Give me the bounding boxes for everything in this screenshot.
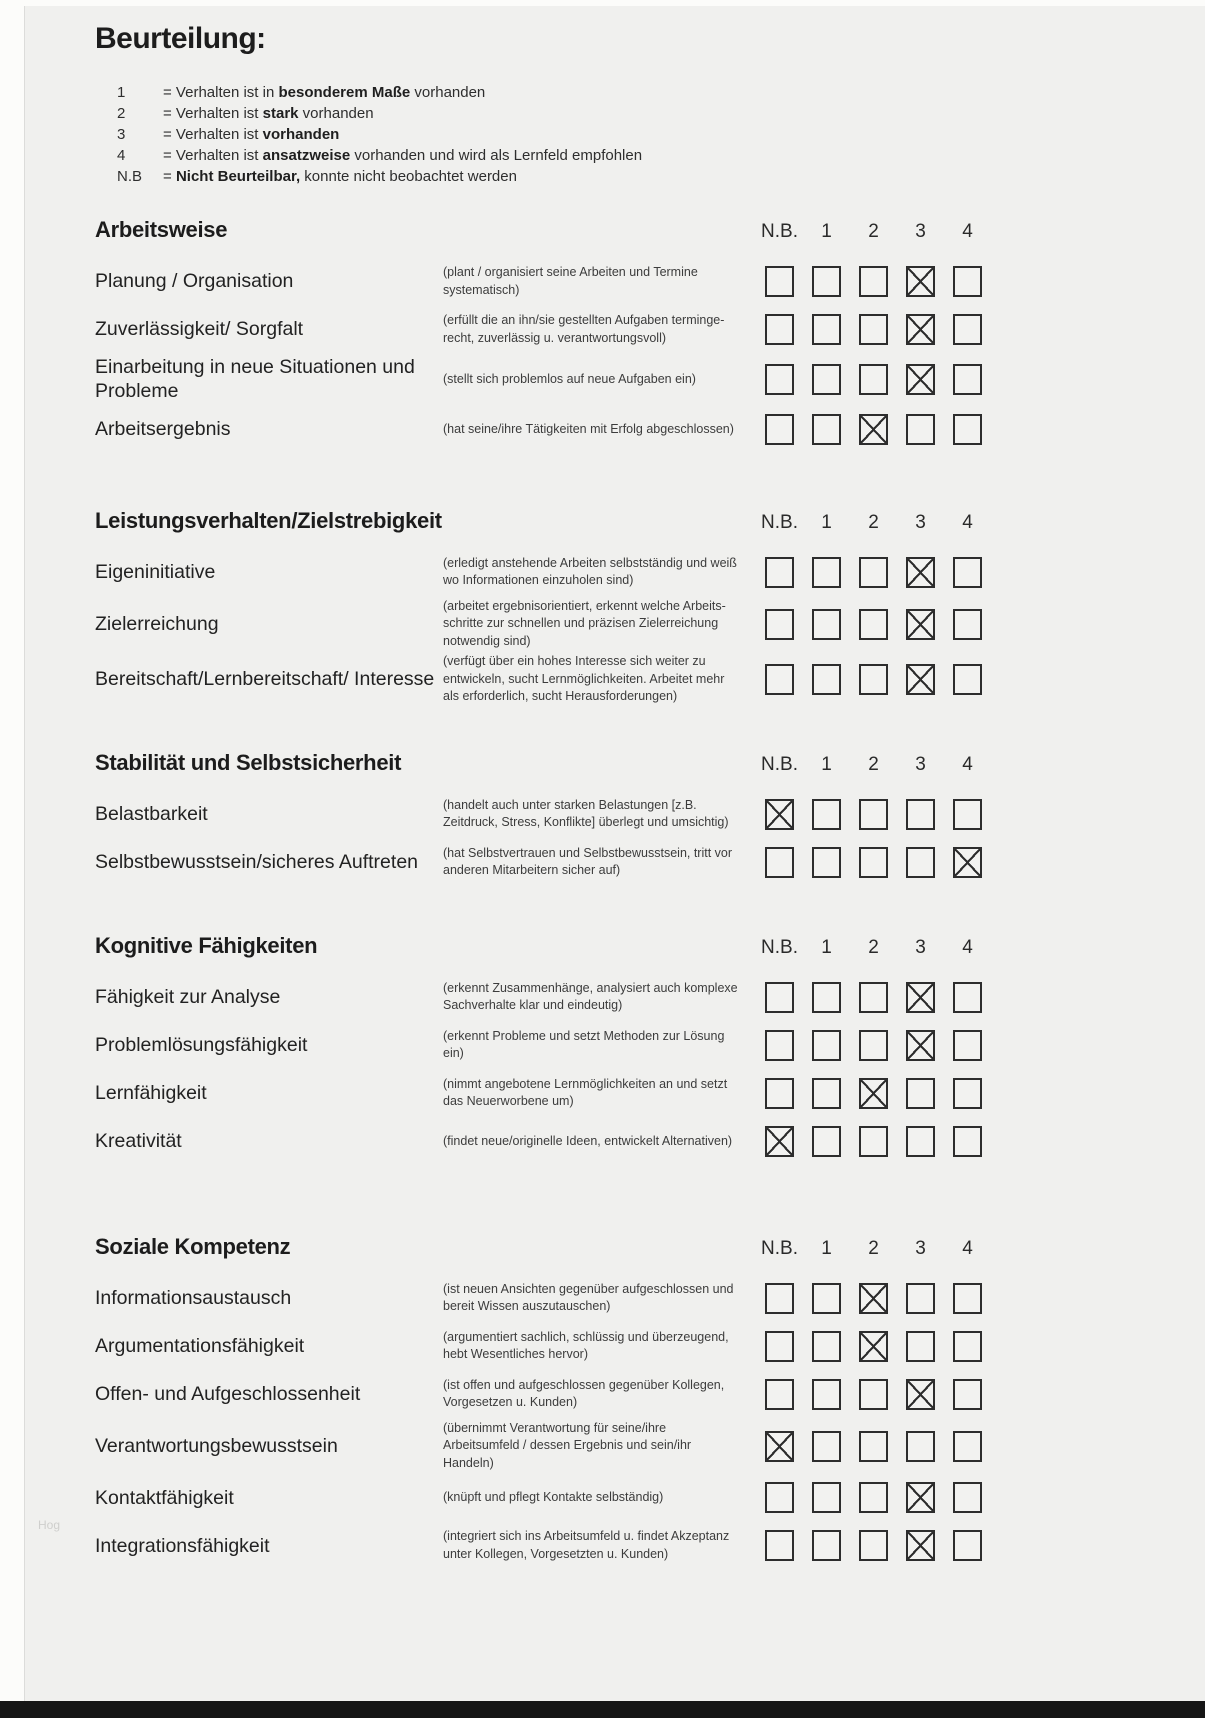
- criterion-row: [95, 792, 991, 837]
- rating-checkbox-group: [756, 982, 991, 1013]
- criterion-label: Bereitschaft/Lernbereitschaft/ Interesse: [95, 668, 435, 691]
- rating-checkbox[interactable]: [812, 1078, 841, 1109]
- rating-checkbox-checked[interactable]: [859, 414, 888, 445]
- rating-checkbox[interactable]: [859, 799, 888, 830]
- criterion-description: (ist offen und aufgeschlossen gegenüber Kollegen, Vorgesetzen u. Kunden): [443, 1377, 725, 1410]
- criterion-label: Verantwortungsbewusstsein: [95, 1434, 338, 1457]
- rating-checkbox[interactable]: [812, 1331, 841, 1362]
- rating-checkbox[interactable]: [859, 609, 888, 640]
- criterion-label: Zuverlässigkeit/ Sorgfalt: [95, 318, 304, 341]
- criterion-label: Kreativität: [95, 1130, 182, 1153]
- rating-checkbox-group: [756, 1431, 991, 1462]
- criterion-label: Argumentationsfähigkeit: [95, 1335, 305, 1358]
- rating-column-header: 2: [868, 221, 879, 242]
- criterion-row: [95, 1324, 991, 1369]
- criterion-description: (knüpft und pflegt Kontakte selbständig): [443, 1490, 664, 1504]
- rating-checkbox[interactable]: [812, 266, 841, 297]
- criterion-label: Eigeninitiative: [95, 561, 216, 584]
- criterion-row: [95, 550, 991, 595]
- rating-checkbox-checked[interactable]: [906, 557, 935, 588]
- rating-checkbox[interactable]: [859, 266, 888, 297]
- rating-checkbox-group: [756, 1283, 991, 1314]
- rating-checkbox[interactable]: [765, 1078, 794, 1109]
- criterion-row: [95, 975, 991, 1020]
- rating-column-header: 3: [915, 1237, 926, 1259]
- rating-checkbox[interactable]: [859, 847, 888, 878]
- page-title: Beurteilung:: [95, 22, 266, 55]
- rating-checkbox[interactable]: [765, 1331, 794, 1362]
- legend-text: = Verhalten ist vorhanden: [163, 126, 340, 143]
- rating-column-header: 3: [915, 936, 926, 958]
- section-header: [95, 217, 991, 243]
- rating-checkbox[interactable]: [953, 1482, 982, 1513]
- rating-checkbox[interactable]: [812, 364, 841, 395]
- rating-checkbox-group: [756, 1078, 991, 1109]
- rating-column-header: 1: [821, 221, 832, 242]
- legend-key: 1: [117, 84, 126, 101]
- criterion-label: Planung / Organisation: [95, 270, 294, 293]
- rating-checkbox-group: [756, 1030, 991, 1061]
- rating-checkbox[interactable]: [812, 609, 841, 640]
- section-rows: [95, 792, 991, 885]
- rating-checkbox-checked[interactable]: [906, 364, 935, 395]
- legend-key: 2: [117, 105, 126, 122]
- rating-checkbox[interactable]: [859, 1530, 888, 1561]
- rating-checkbox[interactable]: [953, 1379, 982, 1410]
- rating-checkbox[interactable]: [765, 1379, 794, 1410]
- rating-checkbox[interactable]: [953, 799, 982, 830]
- criterion-row: [95, 1475, 991, 1520]
- rating-column-headers: [756, 754, 991, 776]
- rating-checkbox[interactable]: [953, 1530, 982, 1561]
- rating-checkbox-group: [756, 1379, 991, 1410]
- rating-checkbox[interactable]: [906, 1283, 935, 1314]
- section-title: Stabilität und Selbstsicherheit: [95, 749, 402, 775]
- rating-checkbox[interactable]: [906, 1078, 935, 1109]
- rating-checkbox[interactable]: [953, 1331, 982, 1362]
- rating-column-header: 4: [962, 936, 973, 958]
- rating-checkbox-checked[interactable]: [906, 1379, 935, 1410]
- criterion-label: Integrationsfähigkeit: [95, 1534, 270, 1557]
- criterion-row: [95, 1119, 991, 1164]
- criterion-description: (verfügt über ein hohes Interesse sich weiter zu entwickeln, sucht Lernmöglichkeiten. Arbeitet mehr als erforderlich, sucht Herausforderungen): [443, 654, 725, 704]
- rating-column-header: 3: [915, 221, 926, 242]
- criterion-row: [95, 407, 991, 452]
- criterion-description: (plant / organisiert seine Arbeiten und Termine systematisch): [443, 265, 698, 297]
- rating-checkbox[interactable]: [859, 314, 888, 345]
- rating-checkbox-group: [756, 1482, 991, 1513]
- rating-checkbox-checked[interactable]: [859, 1078, 888, 1109]
- section-rows: [95, 259, 991, 452]
- rating-column-header: 2: [868, 936, 879, 958]
- legend-row: [117, 82, 991, 103]
- criterion-description: (findet neue/originelle Ideen, entwickelt Alternativen): [443, 1133, 733, 1148]
- criterion-row: [95, 1071, 991, 1116]
- rating-checkbox[interactable]: [906, 1431, 935, 1462]
- rating-checkbox[interactable]: [765, 1030, 794, 1061]
- section-title: Soziale Kompetenz: [95, 1233, 291, 1259]
- criterion-description: (stellt sich problemlos auf neue Aufgaben ein): [443, 371, 696, 386]
- legend-text: = Nicht Beurteilbar, konnte nicht beobachtet werden: [163, 168, 517, 185]
- rating-checkbox[interactable]: [765, 364, 794, 395]
- rating-column-header: N.B.: [761, 936, 798, 958]
- rating-checkbox[interactable]: [859, 1030, 888, 1061]
- sections-container: [95, 217, 991, 1568]
- criterion-description: (erkennt Probleme und setzt Methoden zur Lösung ein): [443, 1028, 725, 1061]
- rating-checkbox[interactable]: [953, 314, 982, 345]
- rating-checkbox-group: [756, 609, 991, 640]
- rating-column-header: 1: [821, 1237, 832, 1259]
- rating-checkbox[interactable]: [812, 1431, 841, 1462]
- rating-column-headers: [756, 512, 991, 534]
- rating-column-header: N.B.: [761, 1237, 798, 1259]
- criterion-row: [95, 1420, 991, 1473]
- criterion-row: [95, 307, 991, 352]
- rating-checkbox[interactable]: [859, 557, 888, 588]
- rating-checkbox-group: [756, 314, 991, 345]
- criterion-row: [95, 1523, 991, 1568]
- rating-checkbox[interactable]: [765, 414, 794, 445]
- rating-checkbox[interactable]: [812, 1379, 841, 1410]
- rating-column-header: 4: [962, 1237, 973, 1259]
- criterion-row: [95, 259, 991, 304]
- criterion-row: [95, 598, 991, 651]
- section-rows: [95, 975, 991, 1164]
- rating-checkbox[interactable]: [765, 1283, 794, 1314]
- rating-column-headers: [756, 937, 991, 959]
- criterion-label: Selbstbewusstsein/sicheres Auftreten: [95, 851, 419, 874]
- rating-checkbox-group: [756, 557, 991, 588]
- rating-column-headers: [756, 1238, 991, 1260]
- criterion-row: [95, 1023, 991, 1068]
- rating-column-header: N.B.: [761, 511, 798, 533]
- legend-row: [117, 166, 991, 187]
- legend-row: [117, 103, 991, 124]
- rating-checkbox[interactable]: [765, 1482, 794, 1513]
- criterion-description: (ist neuen Ansichten gegenüber aufgeschlossen und bereit Wissen auszutauschen): [443, 1281, 734, 1314]
- rating-column-header: 3: [915, 511, 926, 533]
- criterion-label: Arbeitsergebnis: [95, 418, 231, 441]
- section-header: [95, 750, 991, 776]
- rating-checkbox[interactable]: [765, 847, 794, 878]
- rating-checkbox[interactable]: [859, 364, 888, 395]
- criterion-description: (erkennt Zusammenhänge, analysiert auch komplexe Sachverhalte klar und eindeutig): [443, 980, 738, 1013]
- criterion-row: [95, 1372, 991, 1417]
- rating-checkbox-checked[interactable]: [765, 799, 794, 830]
- rating-checkbox[interactable]: [953, 982, 982, 1013]
- rating-checkbox-checked[interactable]: [906, 1530, 935, 1561]
- rating-checkbox-checked[interactable]: [906, 1030, 935, 1061]
- rating-checkbox-group: [756, 266, 991, 297]
- legend-row: [117, 145, 991, 166]
- rating-checkbox-group: [756, 664, 991, 695]
- rating-checkbox[interactable]: [765, 664, 794, 695]
- rating-column-header: 2: [868, 753, 879, 775]
- rating-checkbox[interactable]: [953, 1078, 982, 1109]
- criterion-label: Kontaktfähigkeit: [95, 1486, 234, 1509]
- rating-checkbox[interactable]: [765, 1530, 794, 1561]
- criterion-label: Problemlösungsfähigkeit: [95, 1034, 308, 1057]
- rating-checkbox[interactable]: [953, 664, 982, 695]
- criterion-label: Fähigkeit zur Analyse: [95, 986, 281, 1009]
- rating-checkbox-checked[interactable]: [906, 664, 935, 695]
- form-content: [25, 6, 991, 1568]
- rating-column-header: 2: [868, 1237, 879, 1259]
- rating-checkbox[interactable]: [906, 1331, 935, 1362]
- rating-checkbox-checked[interactable]: [906, 314, 935, 345]
- rating-checkbox-group: [756, 847, 991, 878]
- rating-checkbox[interactable]: [953, 1431, 982, 1462]
- rating-column-header: 1: [821, 936, 832, 958]
- criterion-label: Zielerreichung: [95, 612, 219, 635]
- rating-checkbox-group: [756, 1331, 991, 1362]
- legend-key: N.B: [117, 168, 143, 185]
- rating-checkbox-group: [756, 799, 991, 830]
- section-title: Arbeitsweise: [95, 217, 228, 242]
- legend-text: = Verhalten ist stark vorhanden: [163, 105, 374, 122]
- rating-column-header: 4: [962, 511, 973, 533]
- criterion-description: (hat Selbstvertrauen und Selbstbewusstsein, tritt vor anderen Mitarbeitern sicher auf): [443, 845, 733, 878]
- rating-checkbox[interactable]: [812, 557, 841, 588]
- rating-checkbox[interactable]: [953, 609, 982, 640]
- rating-column-header: N.B.: [761, 753, 798, 775]
- criterion-description: (arbeitet ergebnisorientiert, erkennt welche Arbeits-schritte zur schnellen und präzisen Zielerreichung notwendig sind): [443, 598, 726, 648]
- section-rows: [95, 550, 991, 706]
- criterion-description: (nimmt angebotene Lernmöglichkeiten an und setzt das Neuerworbene um): [443, 1076, 728, 1109]
- criterion-description: (übernimmt Verantwortung für seine/ihre Arbeitsumfeld / dessen Ergebnis und sein/ihr Handeln): [443, 1420, 692, 1470]
- legend-text: = Verhalten ist ansatzweise vorhanden und wird als Lernfeld empfohlen: [163, 147, 643, 164]
- rating-checkbox[interactable]: [906, 414, 935, 445]
- rating-checkbox[interactable]: [859, 982, 888, 1013]
- legend-row: [117, 124, 991, 145]
- rating-checkbox[interactable]: [812, 1482, 841, 1513]
- criterion-row: [95, 653, 991, 706]
- rating-checkbox[interactable]: [953, 1030, 982, 1061]
- rating-checkbox-checked[interactable]: [953, 847, 982, 878]
- rating-checkbox[interactable]: [906, 1126, 935, 1157]
- legend-text: = Verhalten ist in besonderem Maße vorhanden: [163, 84, 486, 101]
- rating-checkbox[interactable]: [859, 1431, 888, 1462]
- rating-column-header: 4: [962, 221, 973, 242]
- section-title: Leistungsverhalten/Zielstrebigkeit: [95, 507, 442, 533]
- criterion-description: (erfüllt die an ihn/sie gestellten Aufgaben terminge-recht, zuverlässig u. verantwortungsvoll): [443, 313, 725, 345]
- criterion-description: (hat seine/ihre Tätigkeiten mit Erfolg abgeschlossen): [443, 421, 734, 436]
- scan-bottom-bar: [0, 1701, 1205, 1718]
- rating-checkbox[interactable]: [812, 414, 841, 445]
- rating-checkbox-checked[interactable]: [906, 982, 935, 1013]
- rating-checkbox-group: [756, 1126, 991, 1157]
- rating-column-header: 1: [821, 511, 832, 533]
- form-section: [95, 508, 991, 706]
- rating-checkbox-group: [756, 414, 991, 445]
- rating-checkbox[interactable]: [812, 314, 841, 345]
- rating-checkbox[interactable]: [953, 414, 982, 445]
- criterion-description: (integriert sich ins Arbeitsumfeld u. findet Akzeptanz unter Kollegen, Vorgesetzten u. Kunden): [443, 1529, 730, 1561]
- form-section: [95, 1234, 991, 1569]
- section-title: Kognitive Fähigkeiten: [95, 932, 318, 958]
- rating-checkbox[interactable]: [906, 847, 935, 878]
- rating-checkbox[interactable]: [953, 1126, 982, 1157]
- rating-checkbox-group: [756, 1530, 991, 1561]
- criterion-row: [95, 355, 991, 404]
- rating-checkbox-checked[interactable]: [906, 609, 935, 640]
- rating-checkbox-checked[interactable]: [859, 1331, 888, 1362]
- criterion-label: Informationsaustausch: [95, 1287, 292, 1310]
- rating-checkbox-checked[interactable]: [765, 1431, 794, 1462]
- rating-checkbox[interactable]: [812, 982, 841, 1013]
- legend-key: 4: [117, 147, 126, 164]
- rating-checkbox[interactable]: [812, 664, 841, 695]
- criterion-row: [95, 1276, 991, 1321]
- criterion-description: (erledigt anstehende Arbeiten selbstständig und weiß wo Informationen einzuholen sind): [443, 555, 737, 588]
- rating-checkbox-checked[interactable]: [906, 266, 935, 297]
- rating-checkbox[interactable]: [859, 1126, 888, 1157]
- criterion-label: Lernfähigkeit: [95, 1082, 207, 1105]
- form-section: [95, 217, 991, 452]
- rating-checkbox[interactable]: [953, 557, 982, 588]
- rating-checkbox[interactable]: [953, 364, 982, 395]
- rating-checkbox[interactable]: [812, 1126, 841, 1157]
- section-rows: [95, 1276, 991, 1569]
- criterion-label: Belastbarkeit: [95, 803, 208, 826]
- rating-checkbox-group: [756, 364, 991, 395]
- watermark: Hog: [38, 1518, 61, 1532]
- rating-checkbox-checked[interactable]: [859, 1283, 888, 1314]
- scan-background: [24, 6, 1205, 1701]
- rating-checkbox[interactable]: [812, 1283, 841, 1314]
- section-header: [95, 508, 991, 534]
- rating-column-header: N.B.: [761, 221, 798, 242]
- rating-column-header: 1: [821, 753, 832, 775]
- criterion-label: Offen- und Aufgeschlossenheit: [95, 1383, 361, 1406]
- rating-checkbox[interactable]: [859, 1379, 888, 1410]
- criterion-label: Einarbeitung in neue Situationen und Probleme: [95, 356, 415, 403]
- form-section: [95, 933, 991, 1164]
- rating-checkbox[interactable]: [765, 314, 794, 345]
- section-header: [95, 933, 991, 959]
- rating-checkbox[interactable]: [859, 1482, 888, 1513]
- rating-checkbox[interactable]: [765, 266, 794, 297]
- rating-checkbox[interactable]: [859, 664, 888, 695]
- rating-checkbox[interactable]: [765, 609, 794, 640]
- rating-column-header: 2: [868, 511, 879, 533]
- rating-checkbox-checked[interactable]: [906, 1482, 935, 1513]
- rating-checkbox[interactable]: [812, 847, 841, 878]
- rating-column-header: 3: [915, 753, 926, 775]
- rating-checkbox[interactable]: [953, 266, 982, 297]
- rating-column-header: 4: [962, 753, 973, 775]
- criterion-description: (argumentiert sachlich, schlüssig und überzeugend, hebt Wesentliches hervor): [443, 1329, 729, 1362]
- rating-legend: [117, 82, 991, 187]
- criterion-description: (handelt auch unter starken Belastungen [z.B. Zeitdruck, Stress, Konflikte] überlegt und umsichtig): [443, 797, 729, 830]
- rating-checkbox[interactable]: [765, 557, 794, 588]
- rating-checkbox[interactable]: [765, 982, 794, 1013]
- form-section: [95, 750, 991, 885]
- rating-column-headers: [756, 221, 991, 243]
- rating-checkbox[interactable]: [812, 1030, 841, 1061]
- criterion-row: [95, 840, 991, 885]
- legend-key: 3: [117, 126, 126, 143]
- rating-checkbox[interactable]: [953, 1283, 982, 1314]
- section-header: [95, 1234, 991, 1260]
- rating-checkbox[interactable]: [906, 799, 935, 830]
- rating-checkbox[interactable]: [812, 1530, 841, 1561]
- rating-checkbox[interactable]: [812, 799, 841, 830]
- rating-checkbox-checked[interactable]: [765, 1126, 794, 1157]
